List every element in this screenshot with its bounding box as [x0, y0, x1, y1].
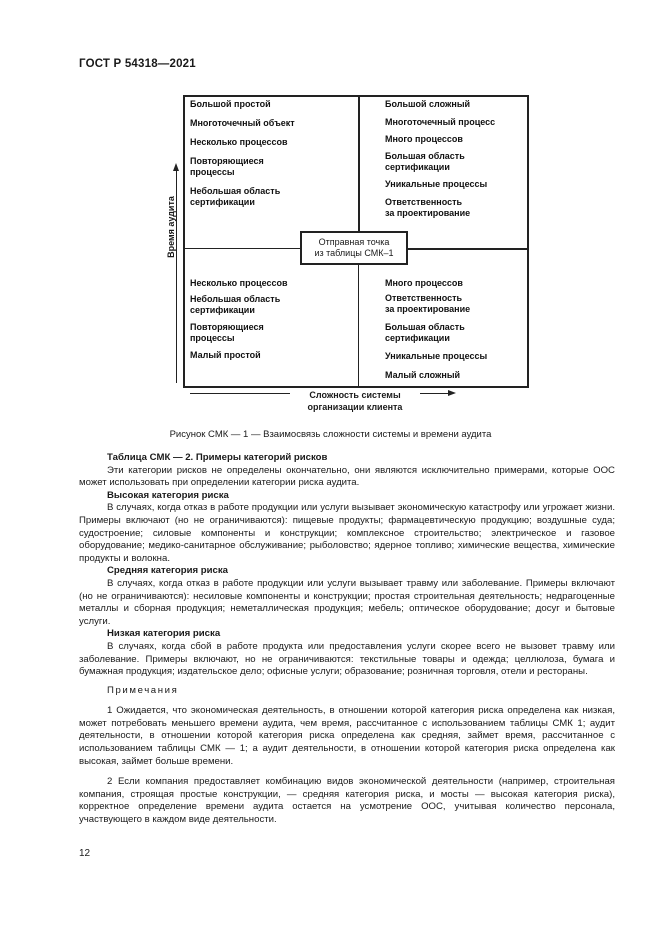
x-axis-label — [290, 389, 420, 413]
document-header: ГОСТ Р 54318—2021 — [79, 58, 196, 70]
quadrant-item: Большая область сертификации — [385, 322, 465, 343]
quadrant-item: Повторяющиеся процессы — [190, 156, 264, 177]
note-2: 2 Если компания предоставляет комбинацию видов экономической деятельности (например, строительная компания, строящая простые конструкции, — средняя категория риска, и мосты — высокая категория риска), корректное определение времени аудита остается на усмотрение ООС, учитывая количество персонала, участвующего в каждом виде деятельности. — [79, 776, 615, 826]
high-risk-heading: Высокая категория риска — [107, 489, 229, 501]
quadrant-item: Небольшая область сертификации — [190, 294, 281, 315]
quadrant-item: Многоточечный объект — [190, 118, 295, 128]
page-number: 12 — [79, 848, 91, 859]
table-section — [79, 452, 615, 827]
quadrant-item: Много процессов — [385, 278, 463, 288]
quadrant-item: Малый простой — [190, 350, 261, 360]
x-axis-label-line1: Сложность системы — [309, 390, 401, 400]
table-intro: Эти категории рисков не определены окончательно, они являются исключительно примерами, которые ООС может использовать при определении категории риска аудита. — [79, 464, 615, 489]
quadrant-item: Большой сложный — [385, 99, 471, 109]
low-risk-text: В случаях, когда сбой в работе продукта или предоставления услуги скорее всего не вызовет травму или заболевание. Примеры включают, но не ограничиваются: текстильные товары и одежда; целлюлоза, бумага и бумажная продукция; издательское дело; офисные услуги; образование; розничная торговля, отели и рестораны. — [79, 640, 615, 678]
quadrant-bottom-left — [183, 249, 359, 388]
quadrant-item: Многоточечный процесс — [385, 117, 496, 127]
medium-risk-text: В случаях, когда отказ в работе продукции или услуги вызывает травму или заболевание. Примеры включают (но не ограничиваются): несиловые компоненты и конструкции; простая строительная деятельность; недрагоценные металлы и сборная продукция; неметаллическая продукция; мебель; оптическое оборудование; досуг и бытовые услуги. — [79, 577, 615, 627]
figure-caption: Рисунок СМК — 1 — Взаимосвязь сложности системы и времени аудита — [169, 429, 492, 440]
quadrant-item: Уникальные процессы — [385, 351, 488, 361]
quadrant-item: Большая область сертификации — [385, 151, 465, 172]
high-risk-text: В случаях, когда отказ в работе продукции или услуги вызывает экономическую катастрофу или угрожает жизни. Примеры включают (но не ограничиваются): пищевые продукты; фармацевтическую продукцию; воздушные суда; судостроение; силовые компоненты и конструкции; комплексное строительство; электрическое и газовое оборудование; медико-санитарное обслуживание; рыболовство; ядерное топливо; химические вещества, химические продукты и волокна. — [79, 502, 615, 564]
quadrant-item: Несколько процессов — [190, 278, 288, 288]
notes-heading: Примечания — [107, 684, 179, 696]
x-axis-label-line2: организации клиента — [307, 402, 403, 412]
quadrant-bottom-right — [358, 249, 529, 388]
quadrant-item: Ответственность за проектирование — [385, 197, 471, 218]
quadrant-item: Большой простой — [190, 99, 271, 109]
y-axis-arrow-icon — [173, 163, 179, 171]
medium-risk-heading: Средняя категория риска — [107, 565, 229, 577]
starting-point-line1: Отправная точка — [318, 237, 390, 247]
y-axis-label: Время аудита — [166, 196, 176, 258]
quadrant-item: Много процессов — [385, 134, 463, 144]
note-1: 1 Ожидается, что экономическая деятельность, в отношении которой категория риска определена как низкая, может потребовать меньшего времени аудита, чем время, рассчитанное с использованием таблицы СМК 1; аудит деятельности, в отношении которой категория риска определена как средняя, займет время, рассчитанное с использованием таблицы СМК — 1; а аудит деятельности, в отношении которой категория риска определена как высокая, займет больше времени. — [79, 705, 615, 767]
quadrant-item: Несколько процессов — [190, 137, 288, 147]
x-axis-arrow-icon — [448, 390, 456, 396]
quadrant-item: Повторяющиеся процессы — [190, 322, 264, 343]
quadrant-item: Небольшая область сертификации — [190, 186, 281, 207]
quadrant-item: Ответственность за проектирование — [385, 293, 471, 314]
y-axis-line — [176, 170, 177, 383]
starting-point-box — [300, 231, 408, 265]
quadrant-item: Уникальные процессы — [385, 179, 488, 189]
starting-point-line2: из таблицы СМК–1 — [314, 248, 394, 258]
table-title: Таблица СМК — 2. Примеры категорий рисков — [107, 452, 328, 463]
low-risk-heading: Низкая категория риска — [107, 628, 221, 640]
quadrant-item: Малый сложный — [385, 370, 461, 380]
